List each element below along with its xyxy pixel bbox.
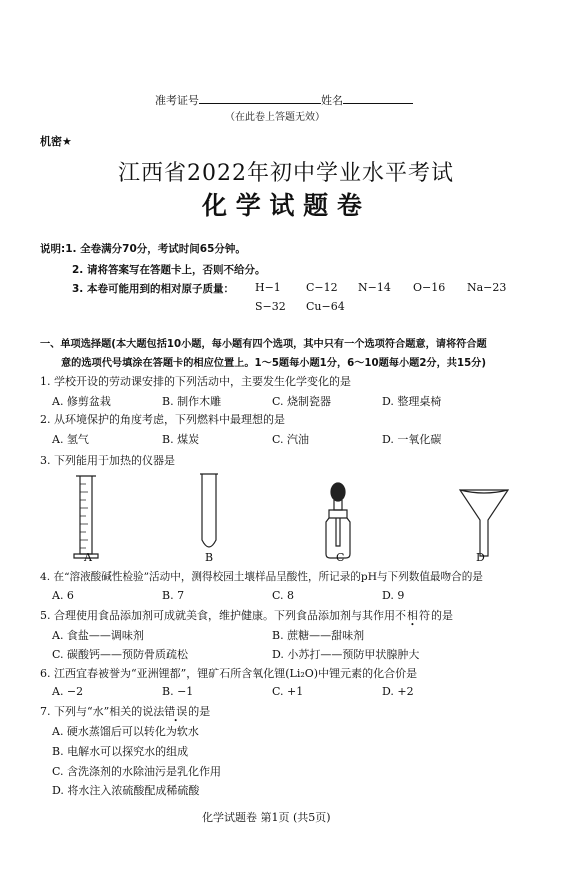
mass-c: C−12: [306, 281, 338, 294]
mass-s: S−32: [255, 300, 286, 313]
instruction-1: 1. 全卷满分70分，考试时间65分钟。: [65, 243, 246, 255]
q3-apparatus-figure: [40, 470, 540, 565]
secret-mark: 机密★: [40, 135, 72, 148]
q2-option-b: B. 煤炭: [162, 433, 200, 446]
q2-option-a: A. 氢气: [52, 433, 89, 446]
q7-stem-end: 的是: [188, 705, 211, 718]
exam-number-field: [155, 92, 413, 108]
q6-option-c: C. +1: [272, 685, 304, 698]
q6-option-b: B. −1: [162, 685, 194, 698]
q4-stem: 4. 在“溶液酸碱性检验”活动中，测得校园土壤样品呈酸性，所记录的pH与下列数值最吻合的是: [40, 571, 483, 583]
q3-stem: 3. 下列能用于加热的仪器是: [40, 454, 175, 467]
q5-stem-text: 5. 合理使用食品添加剂可成就美食，维护健康。下列食品添加剂与其作用: [40, 609, 395, 622]
q5-option-b: B. 蔗糖——甜味剂: [272, 629, 365, 642]
q4-option-b: B. 7: [162, 589, 185, 602]
q7-option-b: B. 电解水可以探究水的组成: [52, 745, 189, 758]
q1-option-d: D. 整理桌椅: [382, 395, 442, 408]
q5-stem: [40, 607, 453, 623]
q7-option-c: C. 含洗涤剂的水除油污是乳化作用: [52, 765, 222, 778]
q3-label-b: B: [205, 551, 214, 564]
q7-emphasis: 错误: [164, 705, 189, 718]
q2-stem: 2. 从环境保护的角度考虑，下列燃料中最理想的是: [40, 413, 285, 426]
q7-stem: [40, 703, 210, 719]
q1-option-b: B. 制作木雕: [162, 395, 222, 408]
q1-option-c: C. 烧制瓷器: [272, 395, 332, 408]
exam-number-blank: [199, 93, 321, 104]
q7-option-a: A. 硬水蒸馏后可以转化为软水: [52, 725, 199, 738]
q1-stem: 1. 学校开设的劳动课安排的下列活动中，主要发生化学变化的是: [40, 375, 351, 388]
invalid-note: （在此卷上答题无效）: [225, 112, 325, 123]
q4-option-c: C. 8: [272, 589, 295, 602]
mass-cu: Cu−64: [306, 300, 345, 313]
page-footer: 化学试题卷 第1页 (共5页): [202, 811, 331, 824]
q5-option-d: D. 小苏打——预防甲状腺肿大: [272, 648, 420, 661]
mass-n: N−14: [358, 281, 391, 294]
q3-label-a: A: [84, 551, 92, 564]
q5-stem-end: 的是: [431, 609, 453, 622]
mass-h: H−1: [255, 281, 281, 294]
name-blank: [343, 93, 413, 104]
q7-option-d: D. 将水注入浓硫酸配成稀硫酸: [52, 784, 200, 797]
q7-stem-text: 7. 下列与“水”相关的说法: [40, 705, 165, 718]
mass-na: Na−23: [467, 281, 507, 294]
q3-label-c: C: [336, 551, 345, 564]
name-label: 姓名: [321, 94, 343, 107]
funnel-icon: [460, 490, 508, 556]
q6-option-a: A. −2: [52, 685, 84, 698]
test-tube-icon: [200, 474, 218, 547]
q2-option-d: D. 一氧化碳: [382, 433, 442, 446]
section-heading-line2: 意的选项代号填涂在答题卡的相应位置上。1～5题每小题1分，6～10题每小题2分，共15分): [61, 358, 487, 369]
q6-option-d: D. +2: [382, 685, 414, 698]
q6-stem: 6. 江西宜春被誉为“亚洲锂都”，锂矿石所含氧化锂(Li₂O)中锂元素的化合价是: [40, 667, 418, 680]
q3-label-d: D: [476, 551, 485, 564]
q4-option-a: A. 6: [52, 589, 74, 602]
graduated-cylinder-icon: [74, 476, 98, 558]
q5-emphasis: 不相符: [395, 609, 431, 622]
q2-option-c: C. 汽油: [272, 433, 310, 446]
instruction-3: 3. 本卷可能用到的相对原子质量：: [72, 283, 234, 295]
exam-title: 江西省2022年初中学业水平考试: [118, 161, 454, 186]
q5-option-a: A. 食盐——调味剂: [52, 629, 144, 642]
exam-subtitle: 化 学 试 题 卷: [202, 191, 362, 220]
instructions-label: 说明:: [40, 243, 66, 255]
instruction-2: 2. 请将答案写在答题卡上，否则不给分。: [72, 264, 266, 276]
q1-option-a: A. 修剪盆栽: [52, 395, 111, 408]
q4-option-d: D. 9: [382, 589, 405, 602]
section-heading-line1: 一、单项选择题(本大题包括10小题，每小题有四个选项，其中只有一个选项符合题意，请将符合题: [40, 339, 487, 350]
mass-o: O−16: [413, 281, 446, 294]
exam-number-label: 准考证号: [155, 94, 199, 107]
q5-option-c: C. 碳酸钙——预防骨质疏松: [52, 648, 189, 661]
dropper-bottle-icon: [326, 483, 350, 558]
